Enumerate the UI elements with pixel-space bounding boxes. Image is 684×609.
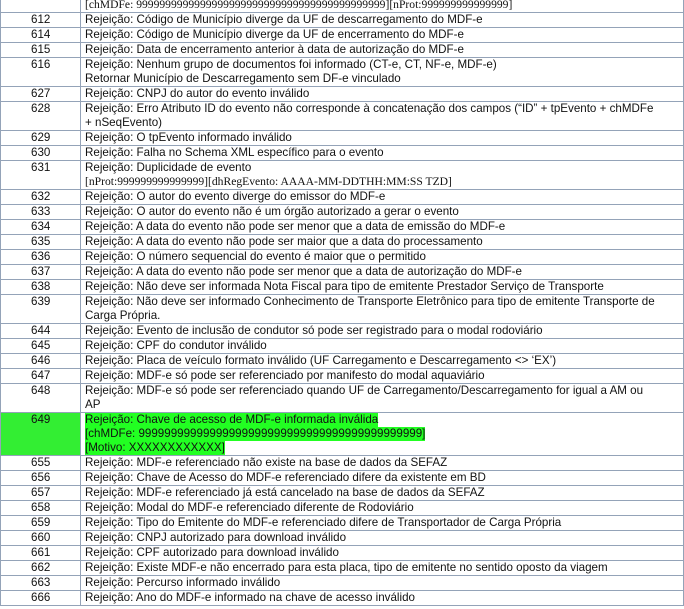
description-line: Rejeição: O tpEvento informado inválido [85, 131, 292, 144]
table-row [1, 471, 684, 486]
error-description [81, 324, 684, 339]
description-line: Carga Própria. [85, 309, 161, 322]
error-description [81, 205, 684, 220]
error-description [81, 413, 684, 456]
error-description [81, 295, 684, 324]
error-code: 644 [1, 324, 81, 339]
table-row [1, 295, 684, 324]
description-line: Rejeição: Não deve ser informada Nota Fiscal para tipo de emitente Prestador Serviço de Transporte [85, 280, 604, 293]
error-code: 631 [1, 161, 81, 190]
error-code: 656 [1, 471, 81, 486]
error-description [81, 531, 684, 546]
error-description [81, 280, 684, 295]
table-row [1, 354, 684, 369]
error-description [81, 516, 684, 531]
error-description [81, 546, 684, 561]
error-description [81, 265, 684, 280]
table-row [1, 0, 684, 13]
description-line: Rejeição: Nenhum grupo de documentos foi informado (CT-e, CT, NF-e, MDF-e) [85, 58, 497, 71]
table-row [1, 516, 684, 531]
description-line: Rejeição: O número sequencial do evento é maior que o permitido [85, 250, 426, 263]
table-row [1, 546, 684, 561]
error-code: 655 [1, 456, 81, 471]
description-line: Rejeição: Duplicidade de evento [85, 161, 252, 174]
error-description [81, 220, 684, 235]
error-code: 633 [1, 205, 81, 220]
error-description [81, 354, 684, 369]
error-description [81, 369, 684, 384]
table-row [1, 161, 684, 190]
error-description [81, 339, 684, 354]
error-description [81, 13, 684, 28]
table-row [1, 43, 684, 58]
error-code: 645 [1, 339, 81, 354]
error-description [81, 561, 684, 576]
error-code: 662 [1, 561, 81, 576]
description-line: Rejeição: MDF-e referenciado já está cancelado na base de dados da SEFAZ [85, 486, 485, 499]
error-code: 638 [1, 280, 81, 295]
error-code: 614 [1, 28, 81, 43]
description-line: Rejeição: Percurso informado inválido [85, 576, 281, 589]
description-line: Rejeição: Código de Município diverge da UF de descarregamento do MDF-e [85, 13, 483, 26]
error-description [81, 576, 684, 591]
error-description [81, 486, 684, 501]
description-line: Rejeição: Modal do MDF-e referenciado diferente de Rodoviário [85, 501, 414, 514]
table-row [1, 146, 684, 161]
table-row [1, 190, 684, 205]
error-description [81, 456, 684, 471]
description-line: [chMDFe: 99999999999999999999999999999999999999999999] [85, 427, 426, 440]
description-line: Rejeição: Não deve ser informado Conhecimento de Transporte Eletrônico para tipo de emitente Transporte de [85, 295, 655, 308]
error-code: 657 [1, 486, 81, 501]
error-code: 615 [1, 43, 81, 58]
table-row [1, 324, 684, 339]
error-code: 658 [1, 501, 81, 516]
table-row [1, 205, 684, 220]
error-code: 647 [1, 369, 81, 384]
table-row [1, 384, 684, 413]
description-line: Rejeição: Existe MDF-e não encerrado para esta placa, tipo de emitente no sentido oposto da viagem [85, 561, 608, 574]
description-line: Rejeição: Erro Atributo ID do evento não corresponde à concatenação dos campos (“ID” + tpEvento + chMDFe [85, 102, 654, 115]
table-row [1, 235, 684, 250]
error-code: 648 [1, 384, 81, 413]
error-code: 634 [1, 220, 81, 235]
description-line: Rejeição: CPF do condutor inválido [85, 339, 267, 352]
table-row [1, 456, 684, 471]
error-code: 649 [1, 413, 81, 456]
description-line: [chMDFe: 9999999999999999999999999999999999999999999][nProt:999999999999999] [85, 0, 513, 11]
table-row [1, 13, 684, 28]
error-code: 628 [1, 102, 81, 131]
error-code: 661 [1, 546, 81, 561]
description-line: Rejeição: CNPJ autorizado para download inválido [85, 531, 347, 544]
table-row [1, 28, 684, 43]
description-line: Rejeição: Falha no Schema XML específico para o evento [85, 146, 384, 159]
error-description [81, 102, 684, 131]
table-row [1, 87, 684, 102]
error-description [81, 471, 684, 486]
description-line: Rejeição: Data de encerramento anterior à data de autorização do MDF-e [85, 43, 464, 56]
description-line: Rejeição: O autor do evento diverge do emissor do MDF-e [85, 190, 386, 203]
error-description [81, 146, 684, 161]
table-row [1, 265, 684, 280]
table-row [1, 486, 684, 501]
table-row [1, 250, 684, 265]
error-code: 636 [1, 250, 81, 265]
error-description [81, 28, 684, 43]
error-code: 637 [1, 265, 81, 280]
error-description [81, 131, 684, 146]
table-row [1, 339, 684, 354]
description-line: Rejeição: A data do evento não pode ser menor que a data de emissão do MDF-e [85, 220, 506, 233]
description-line: Rejeição: MDF-e referenciado não existe na base de dados da SEFAZ [85, 456, 448, 469]
error-description [81, 235, 684, 250]
error-description [81, 43, 684, 58]
error-code: 612 [1, 13, 81, 28]
description-line: Rejeição: MDF-e só pode ser referenciado quando UF de Carregamento/Descarregamento for igual a AM ou [85, 384, 644, 397]
table-row [1, 576, 684, 591]
description-line: Retornar Município de Descarregamento sem DF-e vinculado [85, 72, 401, 85]
table-row [1, 369, 684, 384]
description-line: [nProt:999999999999999][dhRegEvento: AAAA-MM-DDTHH:MM:SS TZD] [85, 175, 452, 188]
description-line: Rejeição: Código de Município diverge da UF de encerramento do MDF-e [85, 28, 464, 41]
error-code: 663 [1, 576, 81, 591]
description-line: + nSeqEvento) [85, 116, 163, 129]
description-line: Rejeição: Chave de acesso de MDF-e informada inválida [85, 413, 379, 426]
table-row [1, 58, 684, 87]
error-code [1, 0, 81, 13]
error-code: 616 [1, 58, 81, 87]
table-row [1, 531, 684, 546]
error-code: 635 [1, 235, 81, 250]
table-row [1, 413, 684, 456]
error-description [81, 591, 684, 606]
error-code: 646 [1, 354, 81, 369]
error-code: 666 [1, 591, 81, 606]
error-code: 659 [1, 516, 81, 531]
description-line: Rejeição: A data do evento não pode ser menor que a data de autorização do MDF-e [85, 265, 522, 278]
table-row [1, 102, 684, 131]
table-row [1, 280, 684, 295]
error-code: 627 [1, 87, 81, 102]
description-line: Rejeição: Placa de veículo formato inválido (UF Carregamento e Descarregamento <> ‘EX’) [85, 354, 557, 367]
description-line: Rejeição: Tipo do Emitente do MDF-e referenciado difere de Transportador de Carga Própria [85, 516, 562, 529]
description-line: Rejeição: CPF autorizado para download inválido [85, 546, 339, 559]
description-line: Rejeição: CNPJ do autor do evento inválido [85, 87, 310, 100]
description-line: Rejeição: Chave de Acesso do MDF-e referenciado difere da existente em BD [85, 471, 486, 484]
error-code: 660 [1, 531, 81, 546]
error-description [81, 190, 684, 205]
description-line: Rejeição: MDF-e só pode ser referenciado por manifesto do modal aquaviário [85, 369, 485, 382]
error-description [81, 384, 684, 413]
error-code: 630 [1, 146, 81, 161]
error-code: 632 [1, 190, 81, 205]
table-row [1, 561, 684, 576]
error-description [81, 58, 684, 87]
table-row [1, 501, 684, 516]
rejection-codes-body [1, 0, 684, 606]
error-description [81, 87, 684, 102]
error-description [81, 161, 684, 190]
description-line: [Motivo: XXXXXXXXXXXX] [85, 441, 225, 454]
error-code: 639 [1, 295, 81, 324]
description-line: Rejeição: A data do evento não pode ser maior que a data do processamento [85, 235, 483, 248]
description-line: Rejeição: O autor do evento não é um órgão autorizado a gerar o evento [85, 205, 459, 218]
error-code: 629 [1, 131, 81, 146]
table-row [1, 131, 684, 146]
error-description [81, 0, 684, 13]
error-description [81, 250, 684, 265]
error-description [81, 501, 684, 516]
table-row [1, 591, 684, 606]
description-line: Rejeição: Ano do MDF-e informado na chave de acesso inválido [85, 591, 415, 604]
description-line: AP [85, 398, 101, 411]
description-line: Rejeição: Evento de inclusão de condutor só pode ser registrado para o modal rodoviário [85, 324, 543, 337]
table-row [1, 220, 684, 235]
